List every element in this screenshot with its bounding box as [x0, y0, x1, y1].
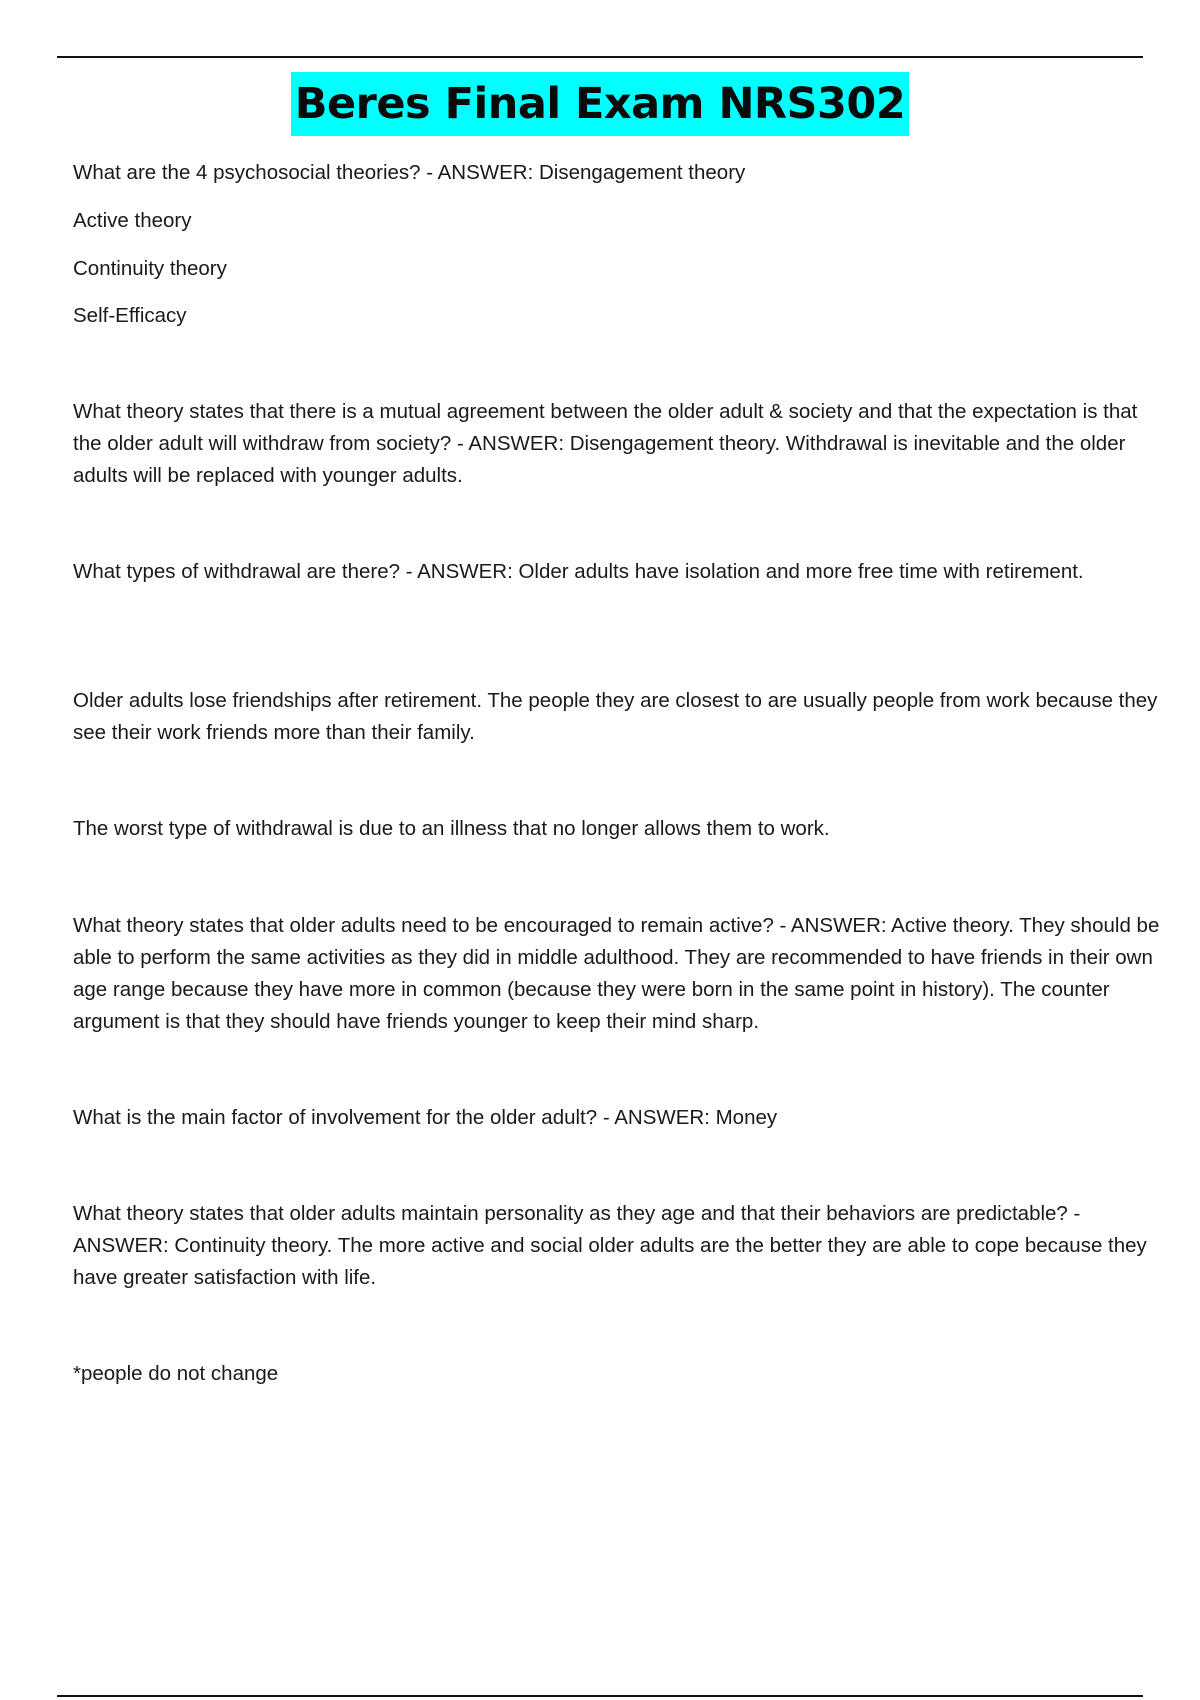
document-title: Beres Final Exam NRS302	[291, 72, 910, 136]
paragraph-worst-withdrawal: The worst type of withdrawal is due to an illness that no longer allows them to work.	[73, 817, 830, 840]
paragraph-active-theory: Active theory	[73, 209, 192, 232]
paragraph-question-5: What is the main factor of involvement for the older adult? - ANSWER: Money	[73, 1106, 778, 1129]
paragraph-continuity-theory: Continuity theory	[73, 257, 227, 280]
paragraph-question-2: What theory states that there is a mutual agreement between the older adult & society and that the expectation is that the older adult will withdraw from society? - ANSWER: Disengagement theory. Withdrawal is inevitable and the older adults will be replaced with younger adults.	[73, 400, 1138, 487]
paragraph-note: *people do not change	[73, 1362, 279, 1385]
paragraph-question-3: What types of withdrawal are there? - ANSWER: Older adults have isolation and more free time with retirement.	[73, 560, 1084, 583]
paragraph-question-1: What are the 4 psychosocial theories? - ANSWER: Disengagement theory	[73, 161, 746, 184]
paragraph-question-6: What theory states that older adults maintain personality as they age and that their behaviors are predictable? - ANSWER: Continuity theory. The more active and social older adults are the better they are able to cope because they have greater satisfaction with life.	[73, 1202, 1147, 1289]
paragraph-self-efficacy: Self-Efficacy	[73, 304, 187, 327]
paragraph-friendships: Older adults lose friendships after retirement. The people they are closest to are usually people from work because they see their work friends more than their family.	[73, 689, 1158, 744]
bottom-rule	[57, 1695, 1143, 1697]
top-rule	[57, 56, 1143, 58]
paragraph-question-4: What theory states that older adults need to be encouraged to remain active? - ANSWER: Active theory. They should be able to perform the same activities as they did in middle adulthood. They are recommended to have friends in their own age range because they have more in common (because they were born in the same point in history). The counter argument is that they should have friends younger to keep their mind sharp.	[73, 914, 1160, 1033]
title-container	[0, 72, 1200, 136]
